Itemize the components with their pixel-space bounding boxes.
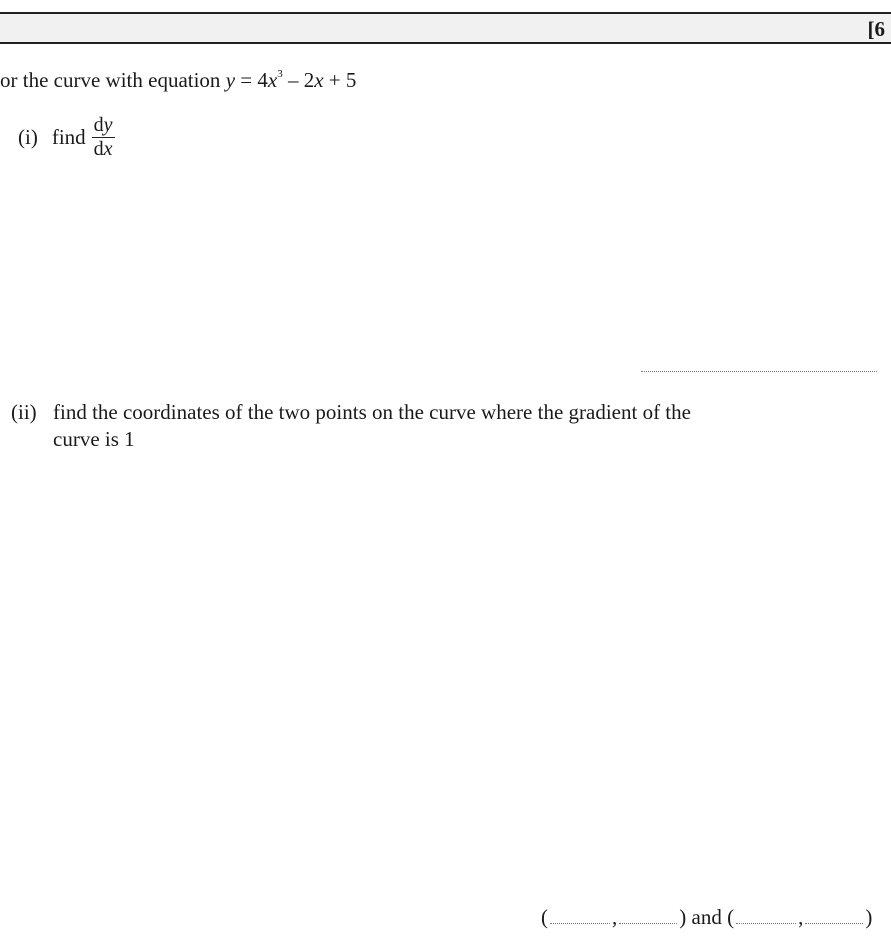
fraction-denominator: dx [93, 138, 113, 160]
marks-label: [6 [867, 17, 885, 41]
part-ii [11, 399, 691, 453]
eq-x2: x [314, 68, 324, 92]
eq-power: 3 [277, 68, 283, 80]
question-header-bar [0, 12, 891, 44]
part-ii-line1: find the coordinates of the two points on the curve where the gradient of the [53, 400, 691, 424]
coord-close-paren-2: ) [865, 905, 873, 929]
answer-blank-y1[interactable] [619, 909, 677, 924]
answer-line-part-i[interactable] [641, 371, 877, 372]
eq-mid: = 4 [235, 68, 268, 92]
eq-y: y [225, 68, 236, 92]
fraction-numerator: dy [93, 114, 113, 136]
answer-blank-x2[interactable] [736, 909, 796, 924]
part-ii-number: (ii) [11, 400, 37, 424]
part-i-verb: find [51, 125, 86, 149]
coord-and: ) and ( [679, 905, 735, 929]
question-stem [0, 68, 356, 93]
eq-tail: + 5 [323, 68, 357, 92]
answer-blank-x1[interactable] [550, 909, 610, 924]
part-ii-line2: curve is 1 [53, 427, 135, 451]
coordinates-answer [541, 905, 872, 930]
part-i-number: (i) [18, 125, 38, 149]
answer-blank-y2[interactable] [805, 909, 863, 924]
dy-dx-fraction [92, 115, 115, 160]
eq-minus: – 2 [282, 68, 315, 92]
coord-open-paren-1: ( [541, 905, 548, 929]
coord-comma-2: , [798, 905, 804, 929]
eq-x1: x [267, 68, 278, 92]
coord-comma-1: , [612, 905, 618, 929]
stem-text: or the curve with equation [0, 68, 226, 92]
part-i [18, 115, 115, 160]
